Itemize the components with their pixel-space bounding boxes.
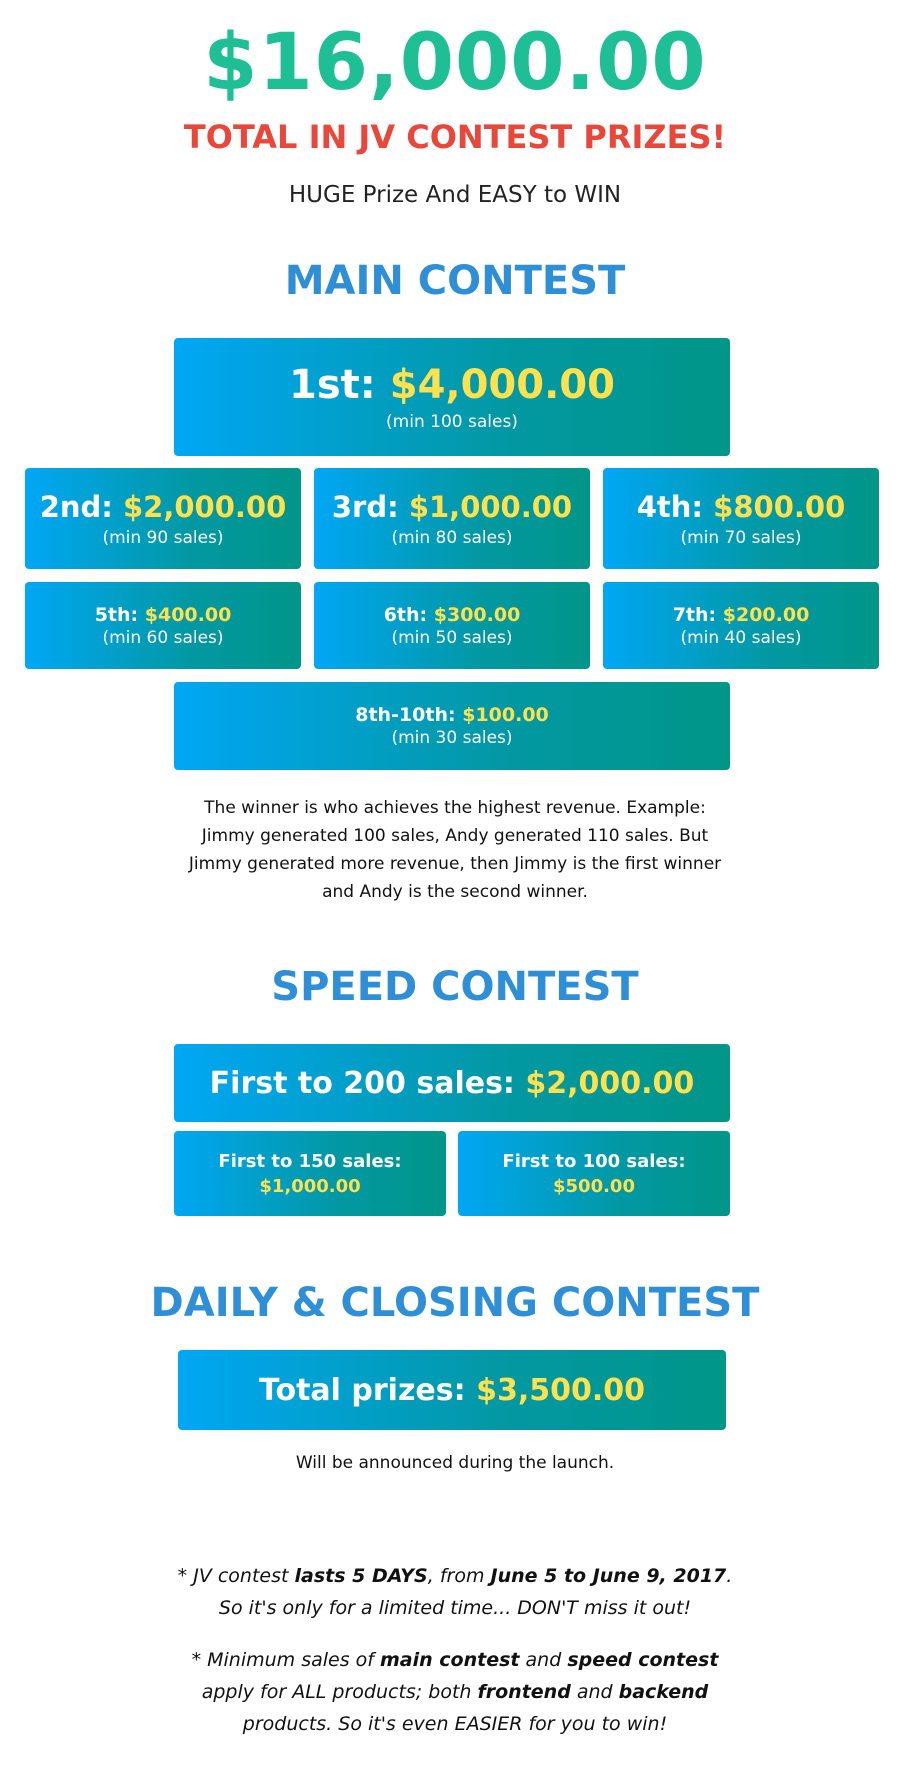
main-contest-heading: MAIN CONTEST [284,258,626,304]
prize-place: 5th: [94,603,139,626]
contest-duration-note: * JV contest lasts 5 DAYS, from June 5 to June 9, 2017. So it's only for a limited time... DON'T miss it out! [177,1565,733,1619]
prize-amount: $300.00 [433,603,521,626]
daily-prize-amount: $3,500.00 [476,1372,645,1408]
speed-prize-box-100 [458,1131,730,1216]
speed-contest-heading: SPEED CONTEST [271,964,639,1010]
daily-prize-box [178,1350,726,1430]
speed-prize-amount: $2,000.00 [525,1065,695,1101]
prize-amount: $1,000.00 [408,489,573,524]
prize-place: 3rd: [331,489,399,524]
prize-place: 7th: [672,603,717,626]
prize-amount: $100.00 [462,704,549,726]
prize-amount: $400.00 [144,603,232,626]
prize-min-sales: (min 60 sales) [102,627,224,648]
daily-contest-heading: DAILY & CLOSING CONTEST [150,1280,760,1326]
prize-place: 4th: [636,489,704,524]
speed-prize-box-200 [174,1044,730,1122]
prize-amount: $2,000.00 [123,489,287,524]
prize-min-sales: (min 80 sales) [391,527,513,548]
prize-place: 1st: [289,362,376,408]
speed-prize-amount: $1,000.00 [259,1175,361,1197]
prize-box-2nd [25,468,301,569]
prize-box-6th [314,582,590,669]
daily-contest-note: Will be announced during the launch. [295,1453,615,1473]
prize-min-sales: (min 70 sales) [680,527,802,548]
main-contest-description: The winner is who achieves the highest revenue. Example: Jimmy generated 100 sales, Andy generated 110 sales. But Jimmy generated more revenue, then Jimmy is the first winner and Andy is the second winner. [188,798,722,902]
prize-amount: $800.00 [713,489,846,524]
prize-min-sales: (min 100 sales) [386,412,518,432]
prizes-subtitle: TOTAL IN JV CONTEST PRIZES! [183,118,727,156]
prize-box-7th [603,582,879,669]
prize-min-sales: (min 90 sales) [102,527,224,548]
prize-place: 8th-10th: [355,704,456,726]
prize-box-8th-10th [174,682,730,770]
speed-prize-box-150 [174,1131,446,1216]
speed-prize-label: First to 200 sales: [209,1065,515,1101]
prize-box-3rd [314,468,590,569]
minimum-sales-note: * Minimum sales of main contest and speed contest apply for ALL products; both frontend and backend products. So it's even EASIER for you to win! [191,1649,719,1735]
speed-prize-label: First to 150 sales: [218,1150,402,1172]
prize-amount: $4,000.00 [389,362,615,408]
prize-place: 2nd: [39,489,113,524]
total-prize-amount: $16,000.00 [203,18,707,108]
prize-min-sales: (min 50 sales) [391,627,513,648]
prize-box-1st [174,338,730,456]
prize-min-sales: (min 40 sales) [680,627,802,648]
prize-box-4th [603,468,879,569]
prize-min-sales: (min 30 sales) [391,728,513,748]
prize-place: 6th: [383,603,428,626]
speed-prize-label: First to 100 sales: [502,1150,686,1172]
tagline: HUGE Prize And EASY to WIN [288,182,622,208]
daily-prize-label: Total prizes: [259,1372,466,1408]
speed-prize-amount: $500.00 [553,1175,635,1197]
prize-box-5th [25,582,301,669]
prize-amount: $200.00 [722,603,810,626]
